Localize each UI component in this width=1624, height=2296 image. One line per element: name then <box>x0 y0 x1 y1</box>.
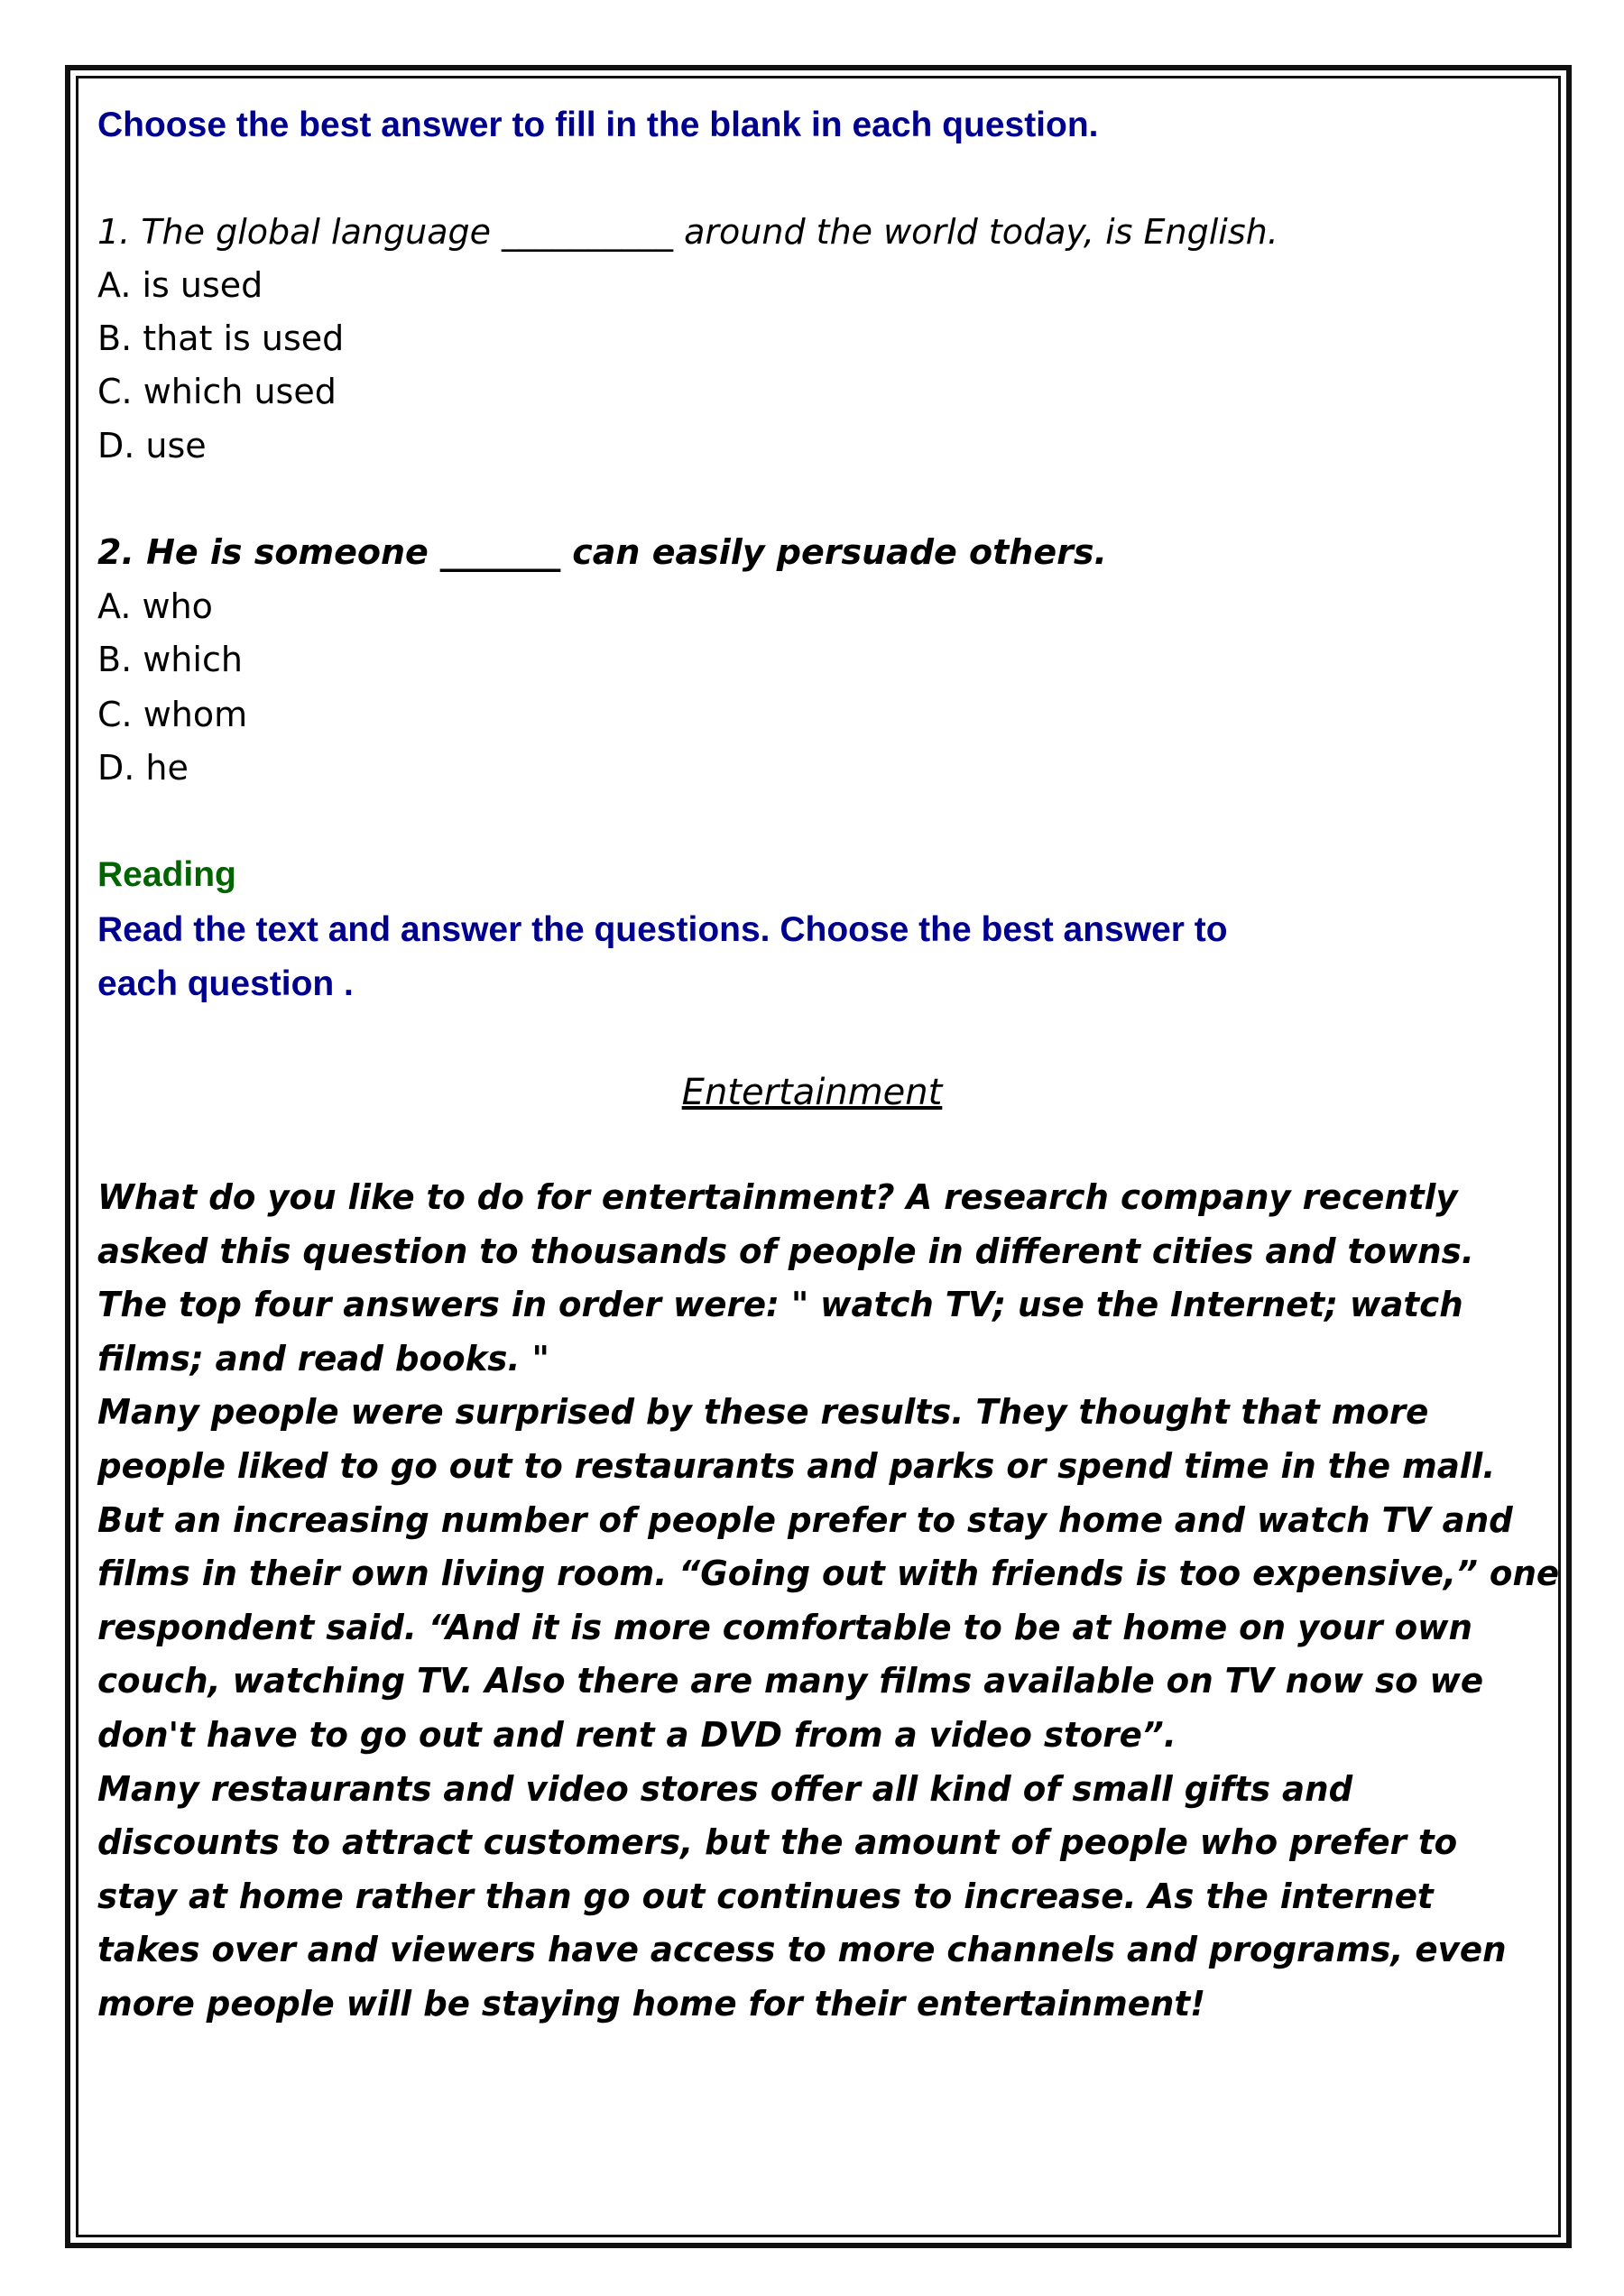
question-2-stem: 2. He is someone _______ can easily persuade others. <box>97 532 1107 572</box>
question-1-option-a: A. is used <box>97 265 263 305</box>
passage-line: couch, watching TV. Also there are many films available on TV now so we <box>97 1661 1484 1702</box>
question-2-option-d: D. he <box>97 748 189 788</box>
passage-line: films; and read books. " <box>97 1338 549 1379</box>
question-2-option-b: B. which <box>97 640 243 679</box>
question-2-option-c: C. whom <box>97 695 248 734</box>
passage-line: Many restaurants and video stores offer all kind of small gifts and <box>97 1768 1353 1810</box>
passage-text <box>97 1171 1611 2032</box>
question-1-option-b: B. that is used <box>97 318 345 358</box>
passage-line: But an increasing number of people prefer to stay home and watch TV and <box>97 1499 1513 1541</box>
question-1-option-d: D. use <box>97 426 207 466</box>
passage-line: more people will be staying home for their entertainment! <box>97 1983 1206 2024</box>
passage-line: Many people were surprised by these results. They thought that more <box>97 1392 1429 1434</box>
question-2-option-a: A. who <box>97 586 213 626</box>
question-1-option-c: C. which used <box>97 372 337 411</box>
passage-title: Entertainment <box>681 1072 943 1113</box>
passage-line: What do you like to do for entertainment? A research company recently <box>97 1177 1458 1218</box>
reading-instructions-line-1: Read the text and answer the questions. Choose the best answer to <box>97 910 1228 949</box>
passage-line: asked this question to thousands of people in different cities and towns. <box>97 1231 1474 1272</box>
passage-line: don't have to go out and rent a DVD from a video store”. <box>97 1714 1176 1756</box>
passage-line: takes over and viewers have access to more channels and programs, even <box>97 1930 1507 1971</box>
passage-line: people liked to go out to restaurants and parks or spend time in the mall. <box>97 1445 1496 1487</box>
passage-line: discounts to attract customers, but the amount of people who prefer to <box>97 1822 1458 1864</box>
passage-line: films in their own living room. “Going out with friends is too expensive,” one <box>97 1554 1560 1595</box>
instructions-heading: Choose the best answer to fill in the blank in each question. <box>97 106 1099 144</box>
passage-line: The top four answers in order were: " watch TV; use the Internet; watch <box>97 1285 1463 1326</box>
passage-line: stay at home rather than go out continues to increase. As the internet <box>97 1876 1434 1917</box>
reading-instructions-line-2: each question . <box>97 964 354 1003</box>
passage-line: respondent said. “And it is more comfortable to be at home on your own <box>97 1607 1472 1648</box>
reading-heading: Reading <box>97 855 236 894</box>
question-1-stem: 1. The global language __________ around the world today, is English. <box>97 212 1278 252</box>
